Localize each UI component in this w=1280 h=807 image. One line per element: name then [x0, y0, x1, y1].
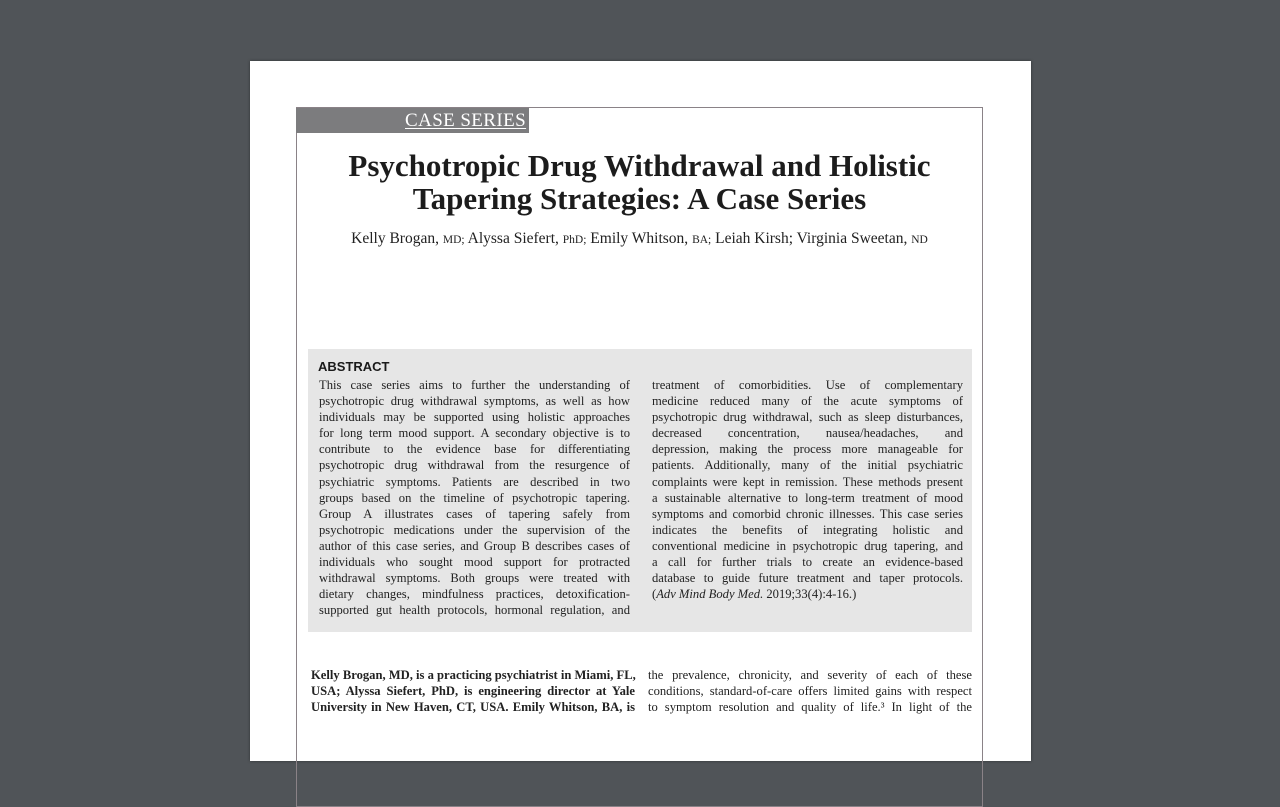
author-name: Emily Whitson,	[590, 230, 689, 247]
abstract-heading: ABSTRACT	[318, 359, 390, 374]
abstract-line: medicine reduced many of the acute symptoms of	[652, 394, 963, 409]
abstract-line: groups based on the timeline of psychotropic tapering.	[319, 490, 630, 505]
citation-journal: Adv Mind Body Med.	[656, 587, 764, 602]
title-line-2: Tapering Strategies: A Case Series	[412, 181, 867, 216]
abstract-line: treatment of comorbidities. Use of complementary	[652, 378, 963, 392]
abstract-line: contribute to the evidence base for differentiating	[319, 442, 630, 457]
abstract-line: withdrawal symptoms. Both groups were treated with	[319, 571, 630, 586]
author-name: Virginia Sweetan,	[796, 230, 908, 247]
abstract-left-column	[319, 377, 630, 618]
citation-details: 2019;33(4):4-16.)	[763, 587, 857, 602]
abstract-line: psychotropic drug withdrawal from the resurgence of	[319, 458, 630, 473]
body-line: USA; Alyssa Siefert, PhD, is engineering director at Yale	[311, 684, 635, 699]
author-degree: BA;	[692, 234, 712, 246]
author-degree: MD;	[442, 234, 465, 246]
abstract-line: dietary changes, mindfulness practices, detoxification-	[319, 587, 630, 602]
author-degree: PhD;	[562, 234, 587, 246]
title-line-1: Psychotropic Drug Withdrawal and Holistic	[348, 148, 931, 183]
abstract-right-column	[652, 377, 963, 602]
abstract-line: depression, making the process more manageable for	[652, 442, 963, 457]
paper-page	[250, 61, 1031, 761]
abstract-line: psychotropic drug withdrawal, such as sleep disturbances,	[652, 410, 963, 425]
abstract-line: symptoms and comorbid chronic illnesses. This case series	[652, 506, 963, 521]
section-banner	[296, 108, 529, 133]
body-text-column	[648, 667, 972, 715]
body-line: to symptom resolution and quality of life.³ In light of the	[648, 700, 972, 715]
body-line: Kelly Brogan, MD, is a practicing psychiatrist in Miami, FL,	[311, 668, 636, 682]
abstract-citation: (Adv Mind Body Med. 2019;33(4):4-16.)	[652, 587, 857, 602]
abstract-line: for long term mood support. A secondary objective is to	[319, 426, 630, 441]
abstract-line: psychiatric symptoms. Patients are described in two	[319, 474, 630, 489]
body-line: University in New Haven, CT, USA. Emily Whitson, BA, is	[311, 700, 635, 715]
author-name: Kelly Brogan,	[351, 230, 439, 247]
section-label: CASE SERIES	[405, 110, 527, 131]
abstract-line: author of this case series, and Group B describes cases of	[319, 538, 630, 553]
body-line: conditions, standard-of-care offers limited gains with respect	[648, 684, 972, 699]
abstract-line: a call for further trials to create an evidence-based	[652, 555, 963, 570]
author-name: Alyssa Siefert,	[467, 230, 559, 247]
abstract-line: individuals who sought mood support for protracted	[319, 555, 630, 570]
article-title	[296, 149, 983, 215]
author-name: Leiah Kirsh;	[715, 230, 794, 247]
author-affiliations	[311, 667, 635, 715]
abstract-line: conventional medicine in psychotropic drug tapering, and	[652, 538, 963, 553]
author-degree: ND	[911, 234, 928, 246]
abstract-line: patients. Additionally, many of the initial psychiatric	[652, 458, 963, 473]
abstract-line: indicates the benefits of integrating holistic and	[652, 522, 963, 537]
abstract-box	[308, 349, 972, 632]
abstract-line: a sustainable alternative to long-term treatment of mood	[652, 490, 963, 505]
abstract-line: database to guide future treatment and taper protocols.	[652, 571, 963, 586]
abstract-line: psychotropic medications under the supervision of the	[319, 522, 630, 537]
author-list	[296, 230, 983, 248]
abstract-line: complaints were kept in remission. These methods present	[652, 474, 963, 489]
abstract-line: Group A illustrates cases of tapering safely from	[319, 506, 630, 521]
abstract-line: individuals may be supported using holistic approaches	[319, 410, 630, 425]
abstract-line: decreased concentration, nausea/headaches, and	[652, 426, 963, 441]
body-line: the prevalence, chronicity, and severity of each of these	[648, 668, 972, 682]
abstract-line: supported gut health protocols, hormonal regulation, and	[319, 603, 630, 618]
abstract-line: This case series aims to further the understanding of	[319, 378, 630, 392]
abstract-line: psychotropic drug withdrawal symptoms, as well as how	[319, 394, 630, 409]
